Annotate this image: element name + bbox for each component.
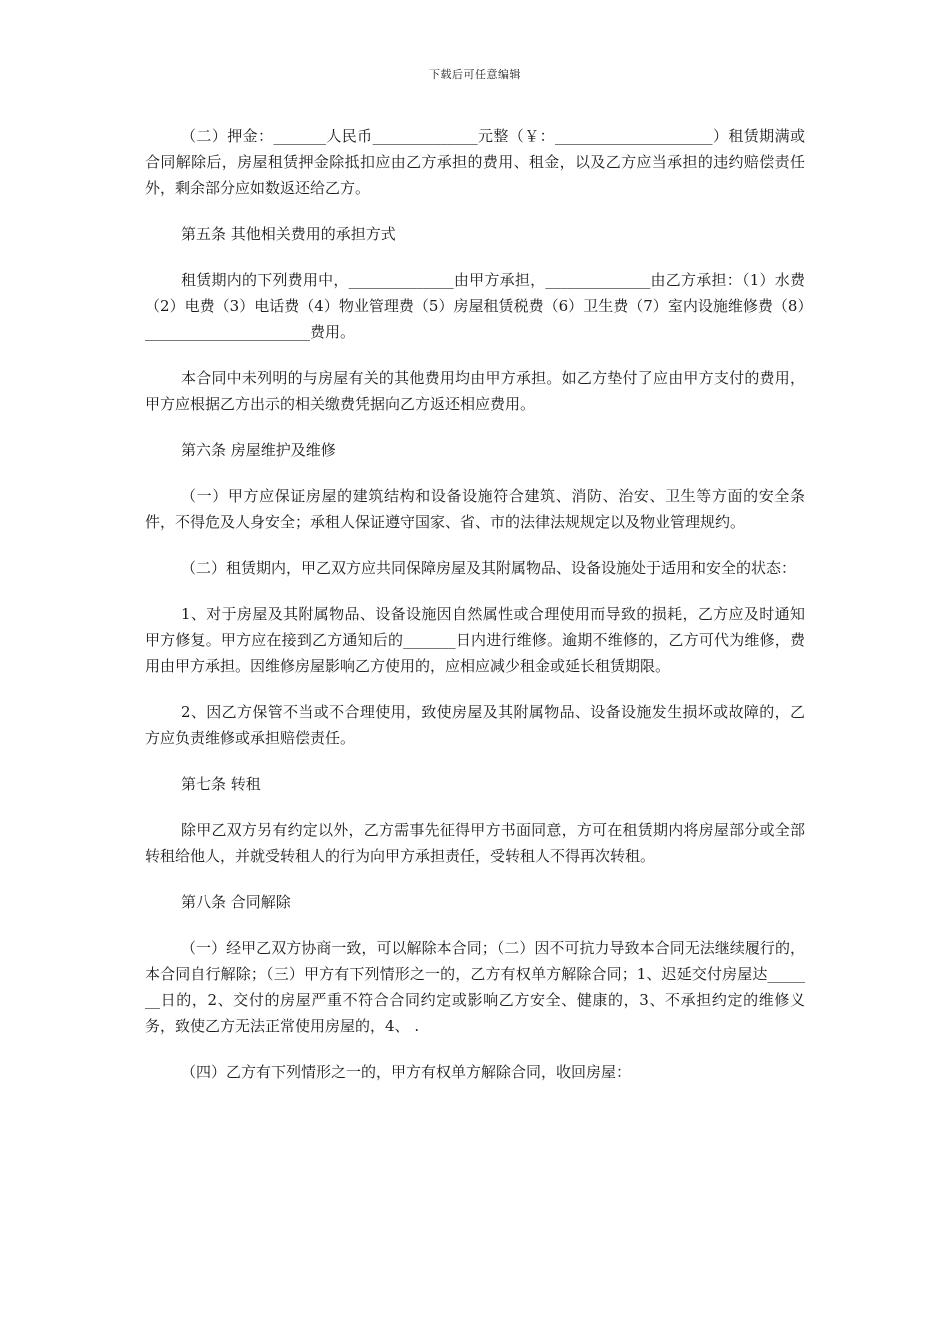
fee-list-paragraph: 租赁期内的下列费用中，______________由甲方承担，______________由乙方承担：（1）水费（2）电费（3）电话费（4）物业管理费（5）房屋租赁税费（6）卫生费（7）室内设施维修费（8）______________________费用。 <box>145 271 805 341</box>
unlisted-fees-paragraph: 本合同中未列明的与房屋有关的其他费用均由甲方承担。如乙方垫付了应由甲方支付的费用，甲方应根据乙方出示的相关缴费凭据向乙方返还相应费用。 <box>145 369 805 413</box>
repair-clause-2: 2、因乙方保管不当或不合理使用，致使房屋及其附属物品、设备设施发生损坏或故障的，乙方应负责维修或承担赔偿责任。 <box>145 703 805 747</box>
termination-paragraph: （一）经甲乙双方协商一致，可以解除本合同；（二）因不可抗力导致本合同无法继续履行的，本合同自行解除；（三）甲方有下列情形之一的，乙方有权单方解除合同；1、迟延交付房屋达_______日的，2、交付的房屋严重不符合合同约定或影响乙方安全、健康的，3、不承担约定的维修义务，致使乙方无法正常使用房屋的，4、 . <box>145 939 805 1035</box>
sublease-paragraph: 除甲乙双方另有约定以外，乙方需事先征得甲方书面同意，方可在租赁期内将房屋部分或全部转租给他人，并就受转租人的行为向甲方承担责任，受转租人不得再次转租。 <box>145 821 805 865</box>
document-body <box>145 123 805 1105</box>
page-header: 下载后可任意编辑 <box>429 68 521 81</box>
safety-paragraph: （一）甲方应保证房屋的建筑结构和设备设施符合建筑、消防、治安、卫生等方面的安全条件，不得危及人身安全；承租人保证遵守国家、省、市的法律法规规定以及物业管理规约。 <box>145 487 805 531</box>
deposit-paragraph: （二）押金：_______人民币______________元整（￥：_____________________）租赁期满或合同解除后，房屋租赁押金除抵扣应由乙方承担的费用、租金，以及乙方应当承担的违约赔偿责任外，剩余部分应如数返还给乙方。 <box>145 127 805 197</box>
repair-clause-1: 1、对于房屋及其附属物品、设备设施因自然属性或合理使用而导致的损耗，乙方应及时通知甲方修复。甲方应在接到乙方通知后的_______日内进行维修。逾期不维修的，乙方可代为维修，费用由甲方承担。因维修房屋影响乙方使用的，应相应减少租金或延长租赁期限。 <box>145 605 805 675</box>
article-7-heading: 第七条 转租 <box>181 775 261 793</box>
article-8-heading: 第八条 合同解除 <box>181 893 291 911</box>
maintenance-intro-paragraph: （二）租赁期内，甲乙双方应共同保障房屋及其附属物品、设备设施处于适用和安全的状态： <box>181 559 797 577</box>
article-6-heading: 第六条 房屋维护及维修 <box>181 441 336 459</box>
article-5-heading: 第五条 其他相关费用的承担方式 <box>181 225 396 243</box>
landlord-termination-paragraph: （四）乙方有下列情形之一的，甲方有权单方解除合同，收回房屋： <box>181 1063 632 1081</box>
